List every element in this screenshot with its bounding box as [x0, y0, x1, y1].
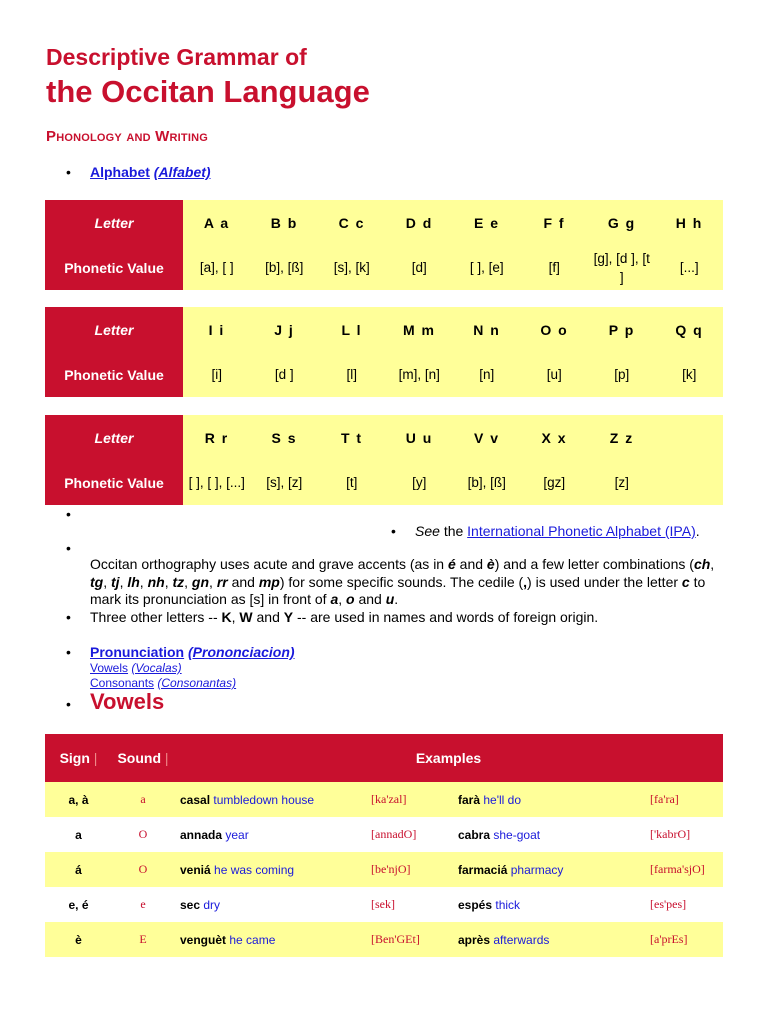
bullet-marker: • — [66, 696, 71, 712]
sign-column-header: Sign | — [45, 734, 112, 782]
letter-cell: H h — [656, 200, 724, 245]
sound-cell: O — [112, 852, 174, 887]
ipa-cell: [a'prEs] — [649, 922, 723, 957]
phonetic-header: Phonetic Value — [45, 352, 183, 397]
letter-cell: F f — [521, 200, 589, 245]
phonetic-cell: [d ] — [251, 352, 319, 397]
letter-cell — [656, 415, 724, 460]
letter-cell: M m — [386, 307, 454, 352]
sign-cell: a — [45, 817, 112, 852]
letter-cell: X x — [521, 415, 589, 460]
bullet-marker: • — [66, 164, 71, 180]
letter-cell: L l — [318, 307, 386, 352]
phonetic-cell: [t] — [318, 460, 386, 505]
phonetic-cell: [ ], [e] — [453, 245, 521, 290]
sound-cell: E — [112, 922, 174, 957]
ipa-cell: [Ben'GEt] — [370, 922, 452, 957]
letter-cell: P p — [588, 307, 656, 352]
example-cell: annada year — [174, 817, 370, 852]
table-row — [45, 782, 723, 817]
letter-cell: C c — [318, 200, 386, 245]
ipa-cell: [be'njO] — [370, 852, 452, 887]
alphabet-link[interactable] — [90, 164, 211, 180]
phonetic-cell: [ ], [ ], [...] — [183, 460, 251, 505]
foreign-letters-note: Three other letters -- K, W and Y -- are used in names and words of foreign origin. — [90, 609, 599, 625]
phonetic-cell: [b], [ß] — [251, 245, 319, 290]
vowels-link[interactable]: Vowels (Vocalas) — [90, 661, 182, 675]
letter-cell: S s — [251, 415, 319, 460]
example-cell: venguèt he came — [174, 922, 370, 957]
sound-column-header: Sound | — [112, 734, 174, 782]
letter-cell: A a — [183, 200, 251, 245]
ipa-cell: [fa'ra] — [649, 782, 723, 817]
bullet-marker: • — [66, 644, 71, 660]
phonetic-cell: [s], [z] — [251, 460, 319, 505]
letter-cell: D d — [386, 200, 454, 245]
phonetic-cell: [f] — [521, 245, 589, 290]
phonetic-cell: [m], [n] — [386, 352, 454, 397]
phonetic-header: Phonetic Value — [45, 460, 183, 505]
letter-cell: O o — [521, 307, 589, 352]
bullet-marker: • — [391, 523, 396, 539]
example-cell: après afterwards — [452, 922, 649, 957]
letter-cell: E e — [453, 200, 521, 245]
phonetic-cell: [b], [ß] — [453, 460, 521, 505]
orthography-paragraph: Occitan orthography uses acute and grave accents (as in é and è) and a few letter combinations (ch, tg, tj, lh, nh, tz, gn, rr and mp) for some specific sounds. The cedile (,) is used under the letter c to mark its pronunciation as [s] in front of a, o and u. — [90, 556, 715, 607]
letter-cell: B b — [251, 200, 319, 245]
phonetic-cell: [i] — [183, 352, 251, 397]
example-cell: farmaciá pharmacy — [452, 852, 649, 887]
bullet-marker: • — [66, 609, 71, 625]
letter-cell: Z z — [588, 415, 656, 460]
letter-header: Letter — [45, 307, 183, 352]
sound-cell: a — [112, 782, 174, 817]
example-cell: sec dry — [174, 887, 370, 922]
letter-cell: V v — [453, 415, 521, 460]
letter-cell: J j — [251, 307, 319, 352]
sign-cell: e, é — [45, 887, 112, 922]
phonetic-cell: [p] — [588, 352, 656, 397]
title-line-1: Descriptive Grammar of — [46, 44, 307, 70]
phonetic-cell — [656, 460, 724, 505]
letter-cell: R r — [183, 415, 251, 460]
phonetic-cell: [u] — [521, 352, 589, 397]
phonetic-cell: [...] — [656, 245, 724, 290]
example-cell: cabra she-goat — [452, 817, 649, 852]
phonetic-cell: [y] — [386, 460, 454, 505]
letter-cell: T t — [318, 415, 386, 460]
vowels-heading: Vowels — [90, 689, 165, 714]
sign-cell: è — [45, 922, 112, 957]
section-heading: Phonology and Writing — [46, 128, 208, 145]
bullet-marker: • — [66, 540, 71, 556]
letter-header: Letter — [45, 415, 183, 460]
vowel-table — [45, 734, 723, 957]
letter-cell: I i — [183, 307, 251, 352]
sound-cell: e — [112, 887, 174, 922]
phonetic-cell: [k] — [656, 352, 724, 397]
alphabet-table-3 — [45, 415, 723, 505]
phonetic-cell: [gz] — [521, 460, 589, 505]
sound-cell: O — [112, 817, 174, 852]
ipa-cell: [farma'sjO] — [649, 852, 723, 887]
title-line-2: the Occitan Language — [46, 74, 370, 109]
consonants-link[interactable]: Consonants (Consonantas) — [90, 676, 237, 690]
table-row — [45, 922, 723, 957]
alphabet-link-alt[interactable]: (Alfabet) — [153, 164, 211, 180]
phonetic-cell: [a], [ ] — [183, 245, 251, 290]
ipa-cell: [annadO] — [370, 817, 452, 852]
alphabet-table-1 — [45, 200, 723, 290]
phonetic-cell: [g], [d ], [t ] — [588, 245, 656, 290]
example-cell: farà he'll do — [452, 782, 649, 817]
phonetic-header: Phonetic Value — [45, 245, 183, 290]
sign-cell: á — [45, 852, 112, 887]
ipa-cell: ['kabrO] — [649, 817, 723, 852]
table-row — [45, 817, 723, 852]
alphabet-table-2 — [45, 307, 723, 397]
letter-cell: N n — [453, 307, 521, 352]
phonetic-cell: [z] — [588, 460, 656, 505]
phonetic-cell: [s], [k] — [318, 245, 386, 290]
see-ipa-note: See the International Phonetic Alphabet (IPA). — [415, 523, 700, 539]
example-cell: casal tumbledown house — [174, 782, 370, 817]
ipa-cell: [es'pes] — [649, 887, 723, 922]
table-row — [45, 852, 723, 887]
example-cell: veniá he was coming — [174, 852, 370, 887]
phonetic-cell: [d] — [386, 245, 454, 290]
ipa-cell: [sek] — [370, 887, 452, 922]
letter-cell: U u — [386, 415, 454, 460]
letter-header: Letter — [45, 200, 183, 245]
example-cell: espés thick — [452, 887, 649, 922]
letter-cell: G g — [588, 200, 656, 245]
ipa-link[interactable]: International Phonetic Alphabet (IPA) — [467, 523, 696, 539]
letter-cell: Q q — [656, 307, 724, 352]
examples-column-header: Examples — [174, 734, 723, 782]
table-row — [45, 887, 723, 922]
ipa-cell: [ka'zal] — [370, 782, 452, 817]
alphabet-link-main[interactable]: Alphabet — [90, 164, 150, 180]
phonetic-cell: [l] — [318, 352, 386, 397]
bullet-marker: • — [66, 506, 71, 522]
phonetic-cell: [n] — [453, 352, 521, 397]
sign-cell: a, à — [45, 782, 112, 817]
pronunciation-link[interactable]: Pronunciation (Prononciacion) — [90, 644, 295, 660]
